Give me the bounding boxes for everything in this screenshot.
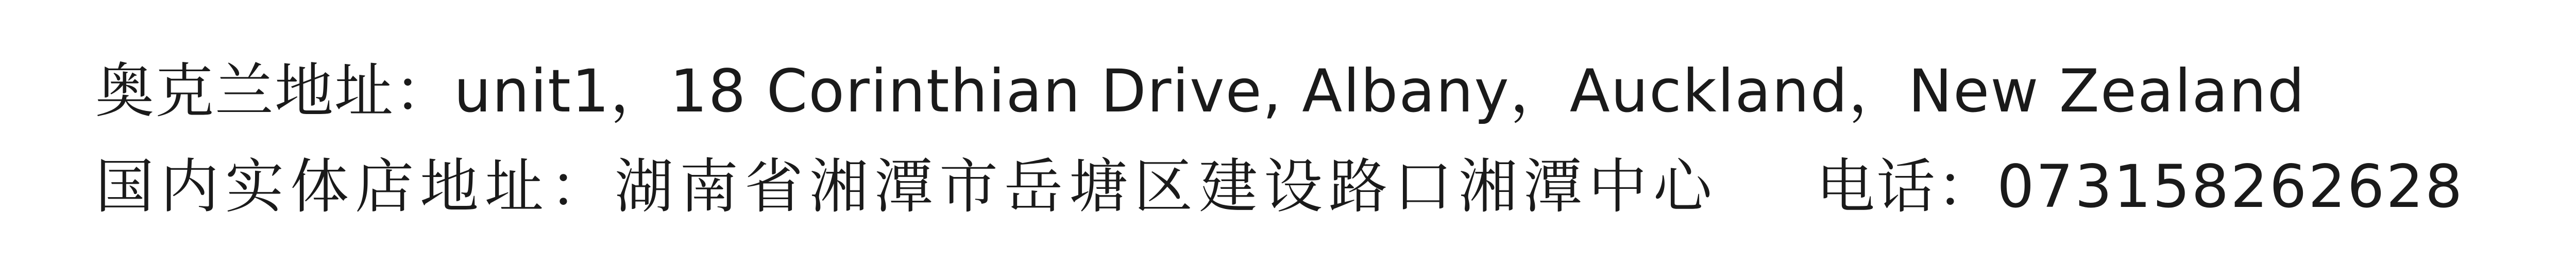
domestic-store-address: 国内实体店地址：湖南省湘潭市岳塘区建设路口湘潭中心 bbox=[95, 152, 1719, 221]
domestic-contact-line bbox=[95, 152, 2464, 221]
auckland-address: 奥克兰地址：unit1，18 Corinthian Drive, Albany，Auckland，New Zealand bbox=[95, 57, 2306, 125]
phone-number: 电话：073158262628 bbox=[1816, 152, 2464, 221]
